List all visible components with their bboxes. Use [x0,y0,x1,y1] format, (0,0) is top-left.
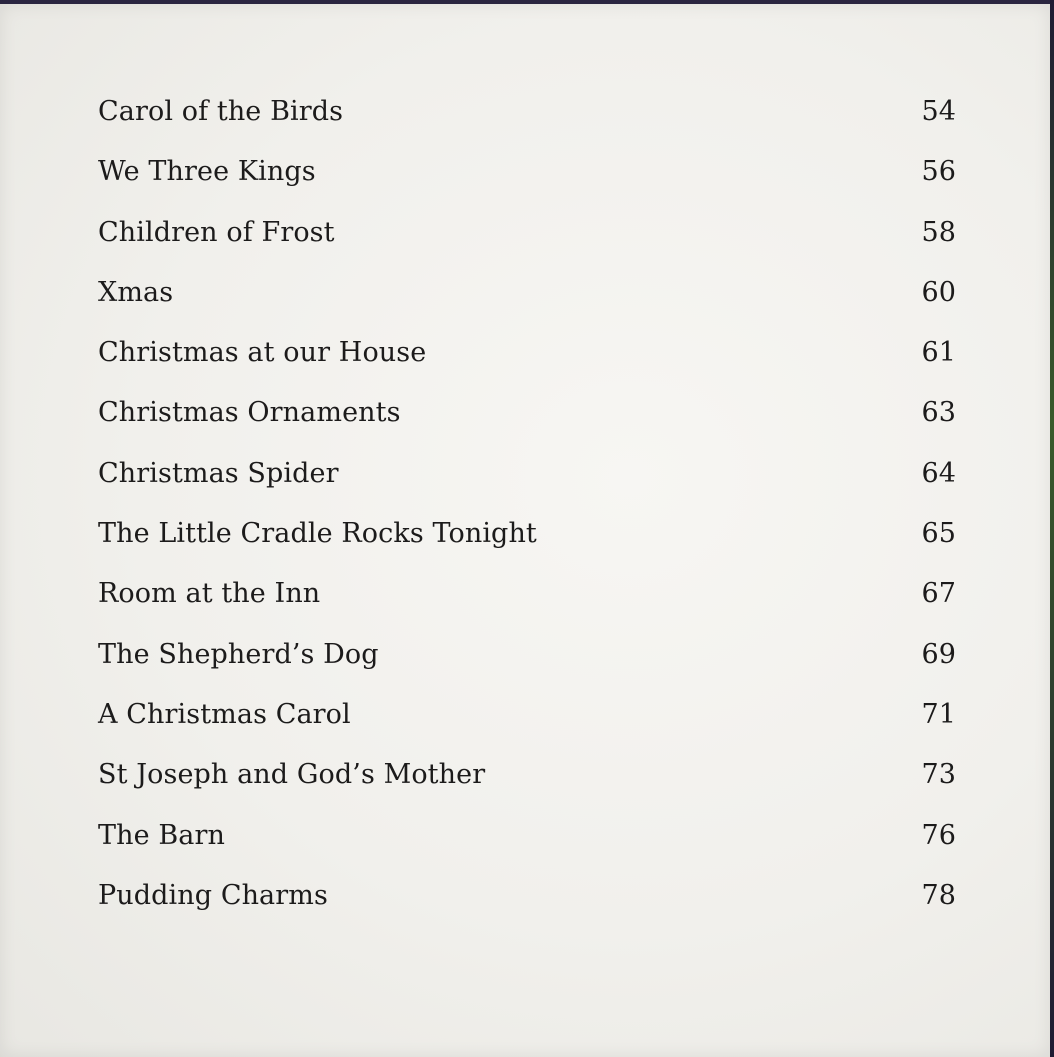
entry-page-number: 56 [921,156,956,188]
toc-entry [98,635,956,695]
entry-title: Christmas Ornaments [98,397,401,429]
entry-page-number: 78 [921,879,956,911]
toc-entry [98,454,956,514]
entry-title: Children of Frost [98,216,335,248]
entry-page-number: 76 [921,819,956,851]
toc-entry [98,695,956,755]
entry-page-number: 65 [921,518,956,550]
entry-page-number: 64 [921,457,956,489]
entry-title: Room at the Inn [98,578,321,610]
toc-entry [98,213,956,273]
entry-page-number: 61 [921,337,956,369]
entry-title: Xmas [98,276,174,308]
book-page [0,4,1050,1057]
entry-title: The Barn [98,819,225,851]
toc-entry [98,273,956,333]
toc-entry [98,755,956,815]
entry-title: Carol of the Birds [98,96,344,127]
toc-entry [98,333,956,393]
entry-title: The Shepherd’s Dog [98,638,379,670]
entry-title: The Little Cradle Rocks Tonight [98,518,537,550]
table-of-contents [98,92,956,936]
entry-page-number: 54 [921,96,956,127]
toc-entry [98,574,956,634]
entry-title: Christmas at our House [98,337,427,369]
entry-page-number: 67 [921,578,956,610]
book-cover-edge [1050,0,1054,1057]
entry-page-number: 63 [921,397,956,429]
entry-title: We Three Kings [98,156,316,188]
entry-page-number: 71 [921,698,956,730]
toc-entry [98,393,956,453]
entry-page-number: 73 [921,759,956,791]
entry-title: A Christmas Carol [98,698,351,730]
entry-title: Pudding Charms [98,879,328,911]
toc-entry [98,876,956,936]
toc-entry [98,92,956,152]
entry-title: Christmas Spider [98,457,339,489]
entry-page-number: 69 [921,638,956,670]
toc-entry [98,152,956,212]
entry-page-number: 60 [921,276,956,308]
toc-entry [98,514,956,574]
entry-title: St Joseph and God’s Mother [98,759,486,791]
entry-page-number: 58 [921,216,956,248]
toc-entry [98,816,956,876]
